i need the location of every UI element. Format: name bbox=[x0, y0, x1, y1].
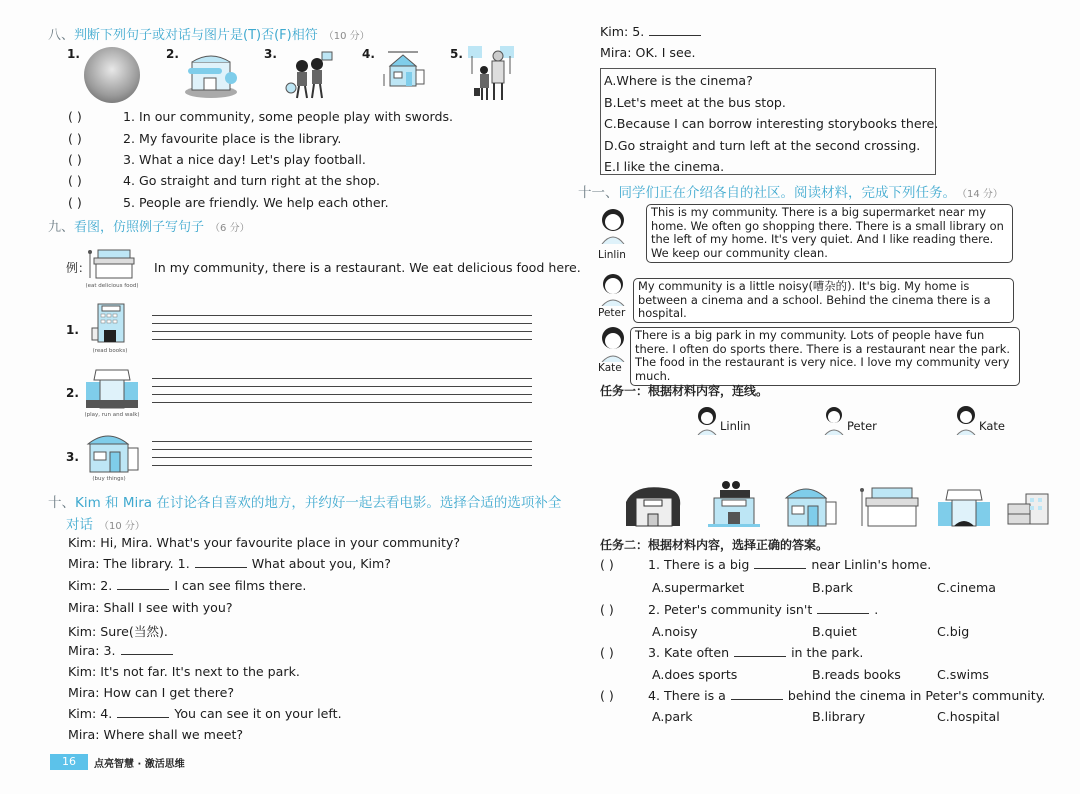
dialogue-line bbox=[68, 535, 460, 550]
statement-text: 4. Go straight and turn right at the shop. bbox=[123, 173, 381, 188]
section-11-title bbox=[578, 181, 1003, 201]
statement-text: 3. What a nice day! Let's play football. bbox=[123, 152, 366, 167]
section-8-title bbox=[48, 24, 370, 43]
dialogue-line bbox=[68, 727, 243, 742]
picture-number: 1. bbox=[67, 47, 80, 61]
dialogue-line bbox=[600, 24, 706, 39]
speaker-name: Peter bbox=[598, 307, 626, 319]
option-e: E.I like the cinema. bbox=[604, 159, 725, 174]
section-heading: 判断下列句子或对话与图片是(T)否(F)相符 bbox=[74, 28, 318, 43]
speaker: Kim: bbox=[68, 706, 97, 721]
option-b[interactable]: B.reads books bbox=[812, 667, 901, 682]
restaurant-icon[interactable] bbox=[860, 486, 922, 528]
item-number: 3. bbox=[66, 450, 79, 464]
option-c: C.Because I can borrow interesting storybooks there. bbox=[604, 116, 939, 131]
section-10-title-line2 bbox=[66, 513, 145, 533]
item-number: 2. bbox=[66, 386, 79, 400]
dialogue-text: 3. bbox=[103, 643, 116, 658]
dialogue-line bbox=[68, 664, 300, 679]
speaker: Mira: bbox=[68, 685, 100, 700]
dialogue-text: Sure(当然). bbox=[100, 624, 168, 639]
speaker-name: Kate bbox=[598, 362, 622, 374]
peter-avatar-icon bbox=[598, 272, 628, 306]
dialogue-line bbox=[68, 578, 306, 593]
dialogue-line bbox=[68, 600, 233, 615]
question-row bbox=[600, 688, 1045, 703]
question-text: . bbox=[874, 602, 879, 617]
answer-blank[interactable]: ( ) bbox=[600, 557, 614, 572]
right-page bbox=[560, 0, 1080, 794]
question-text: near Linlin's home. bbox=[811, 557, 932, 572]
answer-blank[interactable] bbox=[121, 645, 173, 655]
statement-row bbox=[68, 131, 341, 146]
dialogue-line bbox=[600, 45, 696, 60]
section-heading: 对话 bbox=[66, 517, 93, 533]
restaurant-icon bbox=[88, 248, 138, 280]
section-number: 九、 bbox=[48, 220, 75, 235]
answer-blank[interactable] bbox=[117, 580, 169, 590]
task-1-title: 任务一：根据材料内容，连线。 bbox=[600, 384, 769, 398]
linlin-avatar-icon[interactable] bbox=[695, 405, 719, 435]
answer-blank[interactable]: ( ) bbox=[68, 152, 82, 167]
section-9-title bbox=[48, 216, 250, 235]
footer-slogan: 点亮智慧 · 激活思维 bbox=[94, 759, 185, 770]
item-number: 1. bbox=[66, 323, 79, 337]
statement-text: 1. In our community, some people play with swords. bbox=[123, 109, 454, 124]
match-person-linlin[interactable]: Linlin bbox=[720, 419, 751, 433]
question-text: 4. There is a bbox=[648, 688, 726, 703]
option-d: D.Go straight and turn left at the second crossing. bbox=[604, 137, 921, 153]
cinema-icon[interactable] bbox=[706, 480, 762, 528]
option-a[interactable]: A.noisy bbox=[652, 624, 698, 639]
supermarket-icon bbox=[84, 430, 140, 474]
park-icon[interactable] bbox=[936, 488, 992, 528]
answer-blank[interactable] bbox=[649, 26, 701, 36]
section-points: （10 分） bbox=[99, 521, 145, 532]
kids-football-icon bbox=[284, 50, 334, 100]
fill-blank bbox=[817, 604, 869, 614]
task-2-title: 任务二：根据材料内容，选择正确的答案。 bbox=[600, 538, 829, 552]
dialogue-line bbox=[68, 685, 234, 700]
linlin-avatar-icon bbox=[598, 206, 628, 244]
picture-number: 2. bbox=[166, 47, 179, 61]
option-a[interactable]: A.does sports bbox=[652, 667, 738, 682]
dialogue-text: What about you, Kim? bbox=[251, 556, 391, 571]
library-building-icon bbox=[184, 52, 240, 98]
option-b: B.Let's meet at the bus stop. bbox=[604, 94, 786, 110]
speaker: Mira: bbox=[600, 45, 632, 60]
hospital-icon[interactable] bbox=[1006, 492, 1052, 526]
example-label: 例： bbox=[66, 261, 91, 275]
kate-avatar-icon[interactable] bbox=[954, 405, 978, 435]
section-10-title bbox=[48, 491, 561, 511]
dialogue-text: OK. I see. bbox=[635, 45, 696, 60]
question-text: 3. Kate often bbox=[648, 645, 730, 660]
kate-avatar-icon bbox=[598, 326, 628, 362]
picture-number: 5. bbox=[450, 47, 463, 61]
statement-row bbox=[68, 109, 453, 124]
match-person-peter[interactable]: Peter bbox=[847, 419, 877, 433]
option-c[interactable]: C.swims bbox=[937, 667, 989, 682]
picture-number: 3. bbox=[264, 47, 277, 61]
section-number: 十、 bbox=[48, 495, 75, 511]
dialogue-text: I can see films there. bbox=[174, 578, 307, 593]
speaker: Mira: bbox=[68, 643, 100, 658]
dialogue-text: 2. bbox=[100, 578, 113, 593]
option-c[interactable]: C.hospital bbox=[937, 709, 1000, 724]
shop-building-icon bbox=[380, 50, 430, 90]
writing-lines[interactable] bbox=[152, 441, 532, 473]
question-text: 1. There is a big bbox=[648, 557, 750, 572]
library-icon[interactable] bbox=[624, 482, 684, 528]
dialogue-text: Hi, Mira. What's your favourite place in your community? bbox=[100, 535, 461, 550]
people-helping-icon bbox=[464, 46, 518, 102]
writing-lines[interactable] bbox=[152, 315, 532, 347]
statement-text: 2. My favourite place is the library. bbox=[123, 131, 342, 146]
option-a: A.Where is the cinema? bbox=[604, 73, 753, 88]
question-text: 2. Peter's community isn't bbox=[648, 602, 813, 617]
section-number: 十一、 bbox=[578, 185, 619, 201]
dialogue-text: 4. bbox=[100, 706, 113, 721]
fill-blank bbox=[734, 647, 786, 657]
section-heading: 同学们正在介绍各自的社区。阅读材料，完成下列任务。 bbox=[618, 185, 956, 201]
supermarket-icon[interactable] bbox=[782, 482, 840, 528]
question-row bbox=[600, 645, 863, 660]
section-number: 八、 bbox=[48, 28, 75, 43]
fill-blank bbox=[754, 559, 806, 569]
peter-avatar-icon[interactable] bbox=[822, 405, 846, 435]
page-number-tab: 16 bbox=[50, 754, 88, 770]
speaker: Kim: bbox=[600, 24, 629, 39]
answer-blank[interactable]: ( ) bbox=[68, 195, 82, 210]
library-tower-icon bbox=[90, 302, 132, 344]
question-row bbox=[600, 602, 878, 617]
picture-caption: (read books) bbox=[92, 348, 128, 354]
speaker: Kim: bbox=[68, 624, 97, 639]
option-b[interactable]: B.library bbox=[812, 709, 866, 724]
kate-speech-bubble: There is a big park in my community. Lots of people have fun there. I often do sports there. There is a restaurant near the park. The food in the restaurant is very nice. I love my community very much. bbox=[630, 327, 1020, 386]
speaker: Kim: bbox=[68, 664, 97, 679]
speaker: Mira: bbox=[68, 600, 100, 615]
answer-blank[interactable]: ( ) bbox=[68, 173, 82, 188]
picture-caption: (buy things) bbox=[92, 476, 126, 482]
dialogue-line bbox=[68, 706, 342, 721]
option-b[interactable]: B.quiet bbox=[812, 624, 857, 639]
answer-blank[interactable]: ( ) bbox=[68, 131, 82, 146]
answer-blank[interactable]: ( ) bbox=[600, 688, 614, 703]
answer-blank[interactable]: ( ) bbox=[68, 109, 82, 124]
speaker-name: Linlin bbox=[598, 249, 626, 261]
section-points: （6 分） bbox=[210, 223, 250, 234]
picture-number: 4. bbox=[362, 47, 375, 61]
question-text: behind the cinema in Peter's community. bbox=[787, 688, 1046, 703]
statement-text: 5. People are friendly. We help each other. bbox=[123, 195, 389, 210]
dialogue-text: Where shall we meet? bbox=[103, 727, 244, 742]
writing-lines[interactable] bbox=[152, 378, 532, 410]
match-person-kate[interactable]: Kate bbox=[979, 419, 1005, 433]
section-heading: 看图，仿照例子写句子 bbox=[74, 220, 205, 235]
option-c[interactable]: C.cinema bbox=[937, 580, 996, 595]
dialogue-text: Shall I see with you? bbox=[103, 600, 233, 615]
dialogue-text: How can I get there? bbox=[103, 685, 235, 700]
dialogue-text: The library. 1. bbox=[103, 556, 190, 571]
question-text: in the park. bbox=[791, 645, 864, 660]
statement-row bbox=[68, 195, 389, 210]
section-points: （14 分） bbox=[962, 189, 1003, 200]
section-heading: Kim 和 Mira 在讨论各自喜欢的地方，并约好一起去看电影。选择合适的选项补全 bbox=[75, 495, 562, 511]
linlin-speech-bubble: This is my community. There is a big supermarket near my home. We often go shopping there. There is a small library on the left of my home. It's very quiet. And I like reading there. We keep our community clean. bbox=[646, 204, 1013, 263]
picture-caption: (eat delicious food) bbox=[85, 283, 139, 289]
speaker: Kim: bbox=[68, 578, 97, 593]
example-sentence: In my community, there is a restaurant. We eat delicious food here. bbox=[154, 260, 581, 275]
picture-caption: (play, run and walk) bbox=[84, 412, 140, 418]
dialogue-line bbox=[68, 556, 391, 571]
statement-row bbox=[68, 173, 380, 188]
speaker: Mira: bbox=[68, 727, 100, 742]
option-a[interactable]: A.supermarket bbox=[652, 580, 745, 595]
options-box bbox=[600, 68, 939, 175]
statement-row bbox=[68, 152, 366, 167]
park-gate-icon bbox=[84, 366, 140, 410]
speaker: Mira: bbox=[68, 556, 100, 571]
answer-blank[interactable]: ( ) bbox=[600, 645, 614, 660]
dialogue-text: 5. bbox=[632, 24, 645, 39]
answer-blank[interactable] bbox=[195, 558, 247, 568]
dialogue-text: You can see it on your left. bbox=[174, 706, 342, 721]
question-row bbox=[600, 557, 931, 572]
answer-blank[interactable] bbox=[117, 708, 169, 718]
option-a[interactable]: A.park bbox=[652, 709, 693, 724]
option-b[interactable]: B.park bbox=[812, 580, 853, 595]
peter-speech-bubble: My community is a little noisy(嘈杂的). It's big. My home is between a cinema and a school. Behind the cinema there is a hospital. bbox=[633, 278, 1014, 323]
answer-blank[interactable]: ( ) bbox=[600, 602, 614, 617]
dialogue-text: It's not far. It's next to the park. bbox=[100, 664, 300, 679]
dialogue-line bbox=[68, 621, 168, 640]
section-points: （10 分） bbox=[323, 31, 370, 42]
speaker: Kim: bbox=[68, 535, 97, 550]
sword-play-circle-icon bbox=[84, 47, 140, 103]
dialogue-line bbox=[68, 643, 178, 658]
option-c[interactable]: C.big bbox=[937, 624, 970, 639]
fill-blank bbox=[731, 690, 783, 700]
